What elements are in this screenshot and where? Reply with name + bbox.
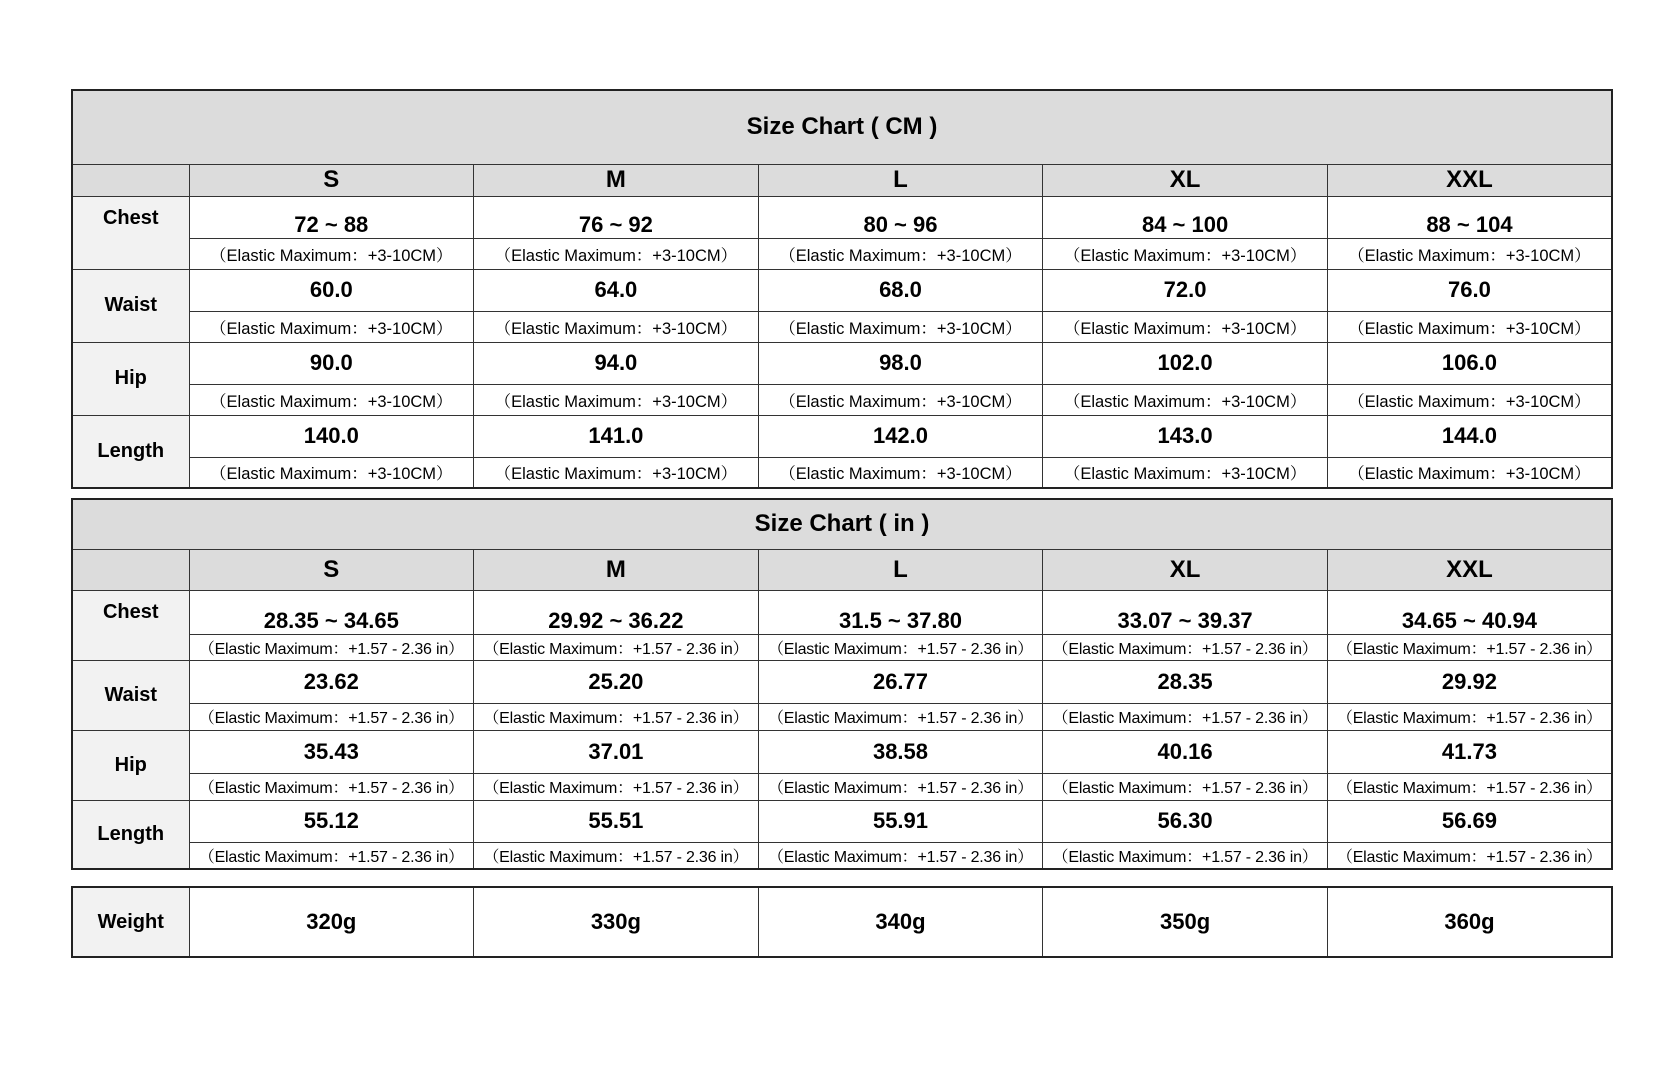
weight-table <box>71 886 1613 958</box>
table-cell: 143.0 <box>1043 415 1328 457</box>
elastic-note: （Elastic Maximum：+3-10CM） <box>189 384 474 415</box>
table-cell: 360g <box>1327 887 1612 957</box>
table-cell: 76 ~ 92 <box>474 196 759 238</box>
table-cell: 106.0 <box>1327 342 1612 384</box>
table-cell: 33.07 ~ 39.37 <box>1043 590 1328 634</box>
elastic-note: （Elastic Maximum：+3-10CM） <box>474 238 759 269</box>
table-cell: 320g <box>189 887 474 957</box>
elastic-note: （Elastic Maximum：+3-10CM） <box>758 311 1043 342</box>
table-cell: 35.43 <box>189 730 474 773</box>
size-header-m: M <box>474 549 759 590</box>
table-cell: 26.77 <box>758 660 1043 703</box>
row-label-chest: Chest <box>72 590 189 660</box>
size-header-xl: XL <box>1043 164 1328 196</box>
elastic-note: （Elastic Maximum：+3-10CM） <box>189 238 474 269</box>
size-header-s: S <box>189 164 474 196</box>
size-chart-in-table <box>71 498 1613 870</box>
table-cell: 40.16 <box>1043 730 1328 773</box>
table-cell: 28.35 ~ 34.65 <box>189 590 474 634</box>
table-cell: 90.0 <box>189 342 474 384</box>
row-label-hip: Hip <box>72 730 189 800</box>
cm-size-header-row <box>72 164 1612 196</box>
table-cell: 55.91 <box>758 800 1043 842</box>
size-header-l: L <box>758 164 1043 196</box>
row-label-hip: Hip <box>72 342 189 415</box>
in-row-hip <box>72 730 1612 773</box>
elastic-note: （Elastic Maximum：+1.57 - 2.36 in） <box>758 773 1043 800</box>
size-header-xxl: XXL <box>1327 549 1612 590</box>
cm-table-title: Size Chart ( CM ) <box>72 90 1612 164</box>
elastic-note: （Elastic Maximum：+3-10CM） <box>758 457 1043 488</box>
elastic-note: （Elastic Maximum：+1.57 - 2.36 in） <box>474 634 759 660</box>
elastic-note: （Elastic Maximum：+3-10CM） <box>1043 384 1328 415</box>
row-label-length: Length <box>72 800 189 869</box>
header-blank-cell <box>72 164 189 196</box>
table-cell: 350g <box>1043 887 1328 957</box>
elastic-note: （Elastic Maximum：+1.57 - 2.36 in） <box>758 634 1043 660</box>
table-cell: 55.51 <box>474 800 759 842</box>
table-cell: 29.92 ~ 36.22 <box>474 590 759 634</box>
in-note-row <box>72 703 1612 730</box>
table-cell: 29.92 <box>1327 660 1612 703</box>
elastic-note: （Elastic Maximum：+3-10CM） <box>474 311 759 342</box>
in-row-waist <box>72 660 1612 703</box>
elastic-note: （Elastic Maximum：+1.57 - 2.36 in） <box>1043 634 1328 660</box>
table-cell: 23.62 <box>189 660 474 703</box>
header-blank-cell <box>72 549 189 590</box>
table-cell: 140.0 <box>189 415 474 457</box>
table-cell: 76.0 <box>1327 269 1612 311</box>
cm-row-length <box>72 415 1612 457</box>
table-cell: 340g <box>758 887 1043 957</box>
elastic-note: （Elastic Maximum：+3-10CM） <box>1043 457 1328 488</box>
cm-row-waist <box>72 269 1612 311</box>
elastic-note: （Elastic Maximum：+1.57 - 2.36 in） <box>189 842 474 869</box>
elastic-note: （Elastic Maximum：+3-10CM） <box>474 384 759 415</box>
size-header-xxl: XXL <box>1327 164 1612 196</box>
size-chart-cm-table <box>71 89 1613 489</box>
elastic-note: （Elastic Maximum：+3-10CM） <box>1043 238 1328 269</box>
in-note-row <box>72 634 1612 660</box>
table-cell: 55.12 <box>189 800 474 842</box>
in-table-title: Size Chart ( in ) <box>72 499 1612 549</box>
table-cell: 142.0 <box>758 415 1043 457</box>
table-cell: 34.65 ~ 40.94 <box>1327 590 1612 634</box>
table-cell: 98.0 <box>758 342 1043 384</box>
elastic-note: （Elastic Maximum：+3-10CM） <box>758 238 1043 269</box>
in-size-header-row <box>72 549 1612 590</box>
table-cell: 72.0 <box>1043 269 1328 311</box>
elastic-note: （Elastic Maximum：+3-10CM） <box>189 457 474 488</box>
elastic-note: （Elastic Maximum：+3-10CM） <box>1327 384 1612 415</box>
elastic-note: （Elastic Maximum：+3-10CM） <box>189 311 474 342</box>
table-cell: 56.69 <box>1327 800 1612 842</box>
row-label-weight: Weight <box>72 887 189 957</box>
weight-row <box>72 887 1612 957</box>
elastic-note: （Elastic Maximum：+1.57 - 2.36 in） <box>758 842 1043 869</box>
table-cell: 88 ~ 104 <box>1327 196 1612 238</box>
row-label-chest: Chest <box>72 196 189 269</box>
elastic-note: （Elastic Maximum：+3-10CM） <box>1327 238 1612 269</box>
size-header-m: M <box>474 164 759 196</box>
table-cell: 68.0 <box>758 269 1043 311</box>
table-cell: 37.01 <box>474 730 759 773</box>
table-cell: 141.0 <box>474 415 759 457</box>
table-cell: 144.0 <box>1327 415 1612 457</box>
in-note-row <box>72 773 1612 800</box>
elastic-note: （Elastic Maximum：+3-10CM） <box>758 384 1043 415</box>
cm-row-hip <box>72 342 1612 384</box>
table-cell: 84 ~ 100 <box>1043 196 1328 238</box>
cm-note-row <box>72 457 1612 488</box>
table-cell: 41.73 <box>1327 730 1612 773</box>
elastic-note: （Elastic Maximum：+1.57 - 2.36 in） <box>474 703 759 730</box>
table-cell: 102.0 <box>1043 342 1328 384</box>
elastic-note: （Elastic Maximum：+1.57 - 2.36 in） <box>474 773 759 800</box>
row-label-length: Length <box>72 415 189 488</box>
cm-note-row <box>72 311 1612 342</box>
elastic-note: （Elastic Maximum：+1.57 - 2.36 in） <box>1327 842 1612 869</box>
in-row-chest <box>72 590 1612 634</box>
elastic-note: （Elastic Maximum：+1.57 - 2.36 in） <box>189 634 474 660</box>
cm-row-chest <box>72 196 1612 238</box>
table-cell: 330g <box>474 887 759 957</box>
elastic-note: （Elastic Maximum：+1.57 - 2.36 in） <box>1327 634 1612 660</box>
in-row-length <box>72 800 1612 842</box>
elastic-note: （Elastic Maximum：+3-10CM） <box>474 457 759 488</box>
table-cell: 28.35 <box>1043 660 1328 703</box>
cm-note-row <box>72 238 1612 269</box>
elastic-note: （Elastic Maximum：+3-10CM） <box>1043 311 1328 342</box>
size-header-xl: XL <box>1043 549 1328 590</box>
table-cell: 94.0 <box>474 342 759 384</box>
elastic-note: （Elastic Maximum：+1.57 - 2.36 in） <box>1043 703 1328 730</box>
elastic-note: （Elastic Maximum：+1.57 - 2.36 in） <box>758 703 1043 730</box>
size-header-s: S <box>189 549 474 590</box>
elastic-note: （Elastic Maximum：+1.57 - 2.36 in） <box>1327 703 1612 730</box>
table-cell: 64.0 <box>474 269 759 311</box>
table-cell: 25.20 <box>474 660 759 703</box>
elastic-note: （Elastic Maximum：+1.57 - 2.36 in） <box>189 773 474 800</box>
size-header-l: L <box>758 549 1043 590</box>
elastic-note: （Elastic Maximum：+1.57 - 2.36 in） <box>474 842 759 869</box>
in-note-row <box>72 842 1612 869</box>
elastic-note: （Elastic Maximum：+3-10CM） <box>1327 457 1612 488</box>
cm-note-row <box>72 384 1612 415</box>
table-cell: 60.0 <box>189 269 474 311</box>
elastic-note: （Elastic Maximum：+1.57 - 2.36 in） <box>1327 773 1612 800</box>
elastic-note: （Elastic Maximum：+1.57 - 2.36 in） <box>1043 842 1328 869</box>
table-cell: 56.30 <box>1043 800 1328 842</box>
table-cell: 80 ~ 96 <box>758 196 1043 238</box>
row-label-waist: Waist <box>72 660 189 730</box>
elastic-note: （Elastic Maximum：+1.57 - 2.36 in） <box>189 703 474 730</box>
row-label-waist: Waist <box>72 269 189 342</box>
elastic-note: （Elastic Maximum：+1.57 - 2.36 in） <box>1043 773 1328 800</box>
elastic-note: （Elastic Maximum：+3-10CM） <box>1327 311 1612 342</box>
table-cell: 72 ~ 88 <box>189 196 474 238</box>
table-cell: 31.5 ~ 37.80 <box>758 590 1043 634</box>
table-cell: 38.58 <box>758 730 1043 773</box>
